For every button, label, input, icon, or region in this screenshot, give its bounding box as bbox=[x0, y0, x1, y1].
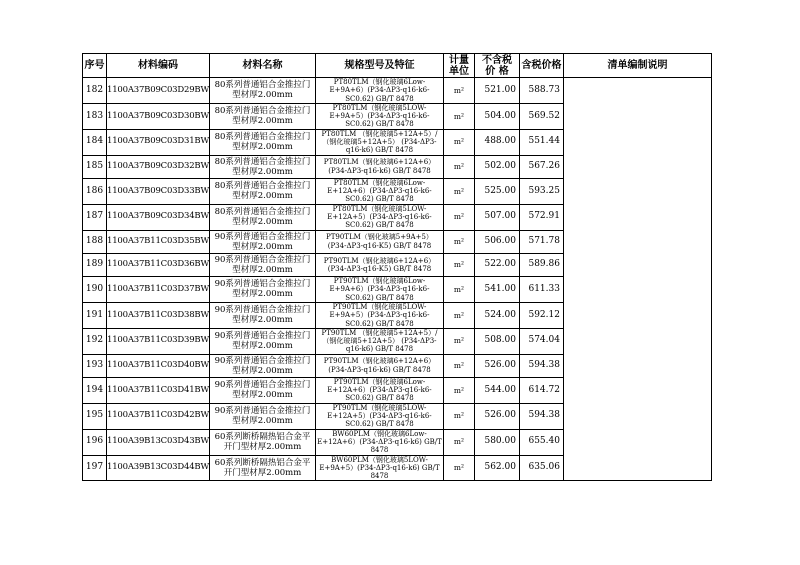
cell-seq: 192 bbox=[83, 328, 107, 354]
cell-material-name: 80系列普通铝合金推拉门型材厚2.00mm bbox=[209, 129, 315, 155]
cell-price-ex-tax: 521.00 bbox=[474, 78, 519, 104]
cell-seq: 197 bbox=[83, 455, 107, 481]
cell-seq: 186 bbox=[83, 178, 107, 204]
cell-price-inc-tax: 574.04 bbox=[519, 328, 563, 354]
cell-price-inc-tax: 594.38 bbox=[519, 354, 563, 377]
cell-material-code: 1100A37B11C03D35BW bbox=[107, 230, 210, 253]
cell-spec: PT80TLM（钢化玻璃6Low-E+12A+6）(P34-ΔP3-q16-k6-SC0.62) GB/T 8478 bbox=[315, 178, 443, 204]
cell-spec: PT80TLM （钢化玻璃5+12A+5）/（钢化玻璃5+12A+5） (P34-ΔP3-q16-k6) GB/T 8478 bbox=[315, 129, 443, 155]
cell-seq: 183 bbox=[83, 103, 107, 129]
cell-unit: m² bbox=[443, 230, 474, 253]
cell-material-code: 1100A37B11C03D41BW bbox=[107, 377, 210, 403]
header-unit bbox=[443, 54, 474, 78]
cell-seq: 185 bbox=[83, 155, 107, 178]
table-row bbox=[83, 78, 712, 104]
cell-price-inc-tax: 611.33 bbox=[519, 277, 563, 303]
cell-material-name: 80系列普通铝合金推拉门型材厚2.00mm bbox=[209, 78, 315, 104]
cell-price-inc-tax: 571.78 bbox=[519, 230, 563, 253]
cell-material-name: 90系列普通铝合金推拉门型材厚2.00mm bbox=[209, 230, 315, 253]
cell-price-inc-tax: 614.72 bbox=[519, 377, 563, 403]
cell-price-ex-tax: 507.00 bbox=[474, 204, 519, 230]
table-body bbox=[83, 78, 712, 481]
cell-material-name: 80系列普通铝合金推拉门型材厚2.00mm bbox=[209, 103, 315, 129]
cell-notes bbox=[563, 78, 711, 481]
cell-price-inc-tax: 569.52 bbox=[519, 103, 563, 129]
cell-spec: PT90TLM（钢化玻璃6Low-E+12A+6）(P34-ΔP3-q16-k6-SC0.62) GB/T 8478 bbox=[315, 377, 443, 403]
cell-seq: 187 bbox=[83, 204, 107, 230]
cell-material-name: 60系列断桥隔热铝合金平开门型材厚2.00mm bbox=[209, 429, 315, 455]
cell-seq: 182 bbox=[83, 78, 107, 104]
cell-material-name: 60系列断桥隔热铝合金平开门型材厚2.00mm bbox=[209, 455, 315, 481]
cell-price-ex-tax: 522.00 bbox=[474, 253, 519, 276]
cell-unit: m² bbox=[443, 403, 474, 429]
cell-price-ex-tax: 526.00 bbox=[474, 354, 519, 377]
cell-material-code: 1100A37B09C03D31BW bbox=[107, 129, 210, 155]
cell-material-code: 1100A39B13C03D43BW bbox=[107, 429, 210, 455]
cell-unit: m² bbox=[443, 354, 474, 377]
cell-spec: BW60PLM（钢化玻璃5LOW-E+9A+5）(P34-ΔP3-q16-k6) GB/T 8478 bbox=[315, 455, 443, 481]
cell-seq: 195 bbox=[83, 403, 107, 429]
cell-price-inc-tax: 551.44 bbox=[519, 129, 563, 155]
cell-spec: PT90TLM（钢化玻璃5LOW-E+12A+5）(P34-ΔP3-q16-k6-SC0.62) GB/T 8478 bbox=[315, 403, 443, 429]
header-name: 材料名称 bbox=[209, 54, 315, 78]
cell-spec: PT90TLM（钢化玻璃6+12A+6）(P34-ΔP3-q16-k6) GB/T 8478 bbox=[315, 354, 443, 377]
cell-price-ex-tax: 544.00 bbox=[474, 377, 519, 403]
cell-unit: m² bbox=[443, 78, 474, 104]
cell-price-inc-tax: 635.06 bbox=[519, 455, 563, 481]
cell-material-name: 90系列普通铝合金推拉门型材厚2.00mm bbox=[209, 253, 315, 276]
cell-unit: m² bbox=[443, 253, 474, 276]
cell-seq: 190 bbox=[83, 277, 107, 303]
cell-material-code: 1100A37B11C03D36BW bbox=[107, 253, 210, 276]
cell-price-ex-tax: 562.00 bbox=[474, 455, 519, 481]
cell-price-inc-tax: 589.86 bbox=[519, 253, 563, 276]
cell-price-ex-tax: 508.00 bbox=[474, 328, 519, 354]
cell-seq: 191 bbox=[83, 302, 107, 328]
cell-material-name: 90系列普通铝合金推拉门型材厚2.00mm bbox=[209, 354, 315, 377]
cell-price-ex-tax: 502.00 bbox=[474, 155, 519, 178]
cell-spec: PT90TLM（钢化玻璃6Low-E+9A+6）(P34-ΔP3-q16-k6-SC0.62) GB/T 8478 bbox=[315, 277, 443, 303]
cell-seq: 194 bbox=[83, 377, 107, 403]
cell-spec: PT80TLM（钢化玻璃6Low-E+9A+6）(P34-ΔP3-q16-k6-SC0.62) GB/T 8478 bbox=[315, 78, 443, 104]
cell-price-inc-tax: 588.73 bbox=[519, 78, 563, 104]
cell-spec: BW60PLM（钢化玻璃6Low-E+12A+6）(P34-ΔP3-q16-k6) GB/T 8478 bbox=[317, 429, 442, 455]
cell-unit: m² bbox=[443, 455, 474, 481]
cell-price-ex-tax: 524.00 bbox=[474, 302, 519, 328]
cell-spec: PT80TLM（钢化玻璃6+12A+6）(P34-ΔP3-q16-k6) GB/T 8478 bbox=[315, 155, 443, 178]
header-price-ex-line1: 不含税 bbox=[481, 54, 512, 66]
cell-price-inc-tax: 655.40 bbox=[519, 429, 563, 455]
cell-spec: PT90TLM （钢化玻璃5+12A+5）/（钢化玻璃5+12A+5） (P34-ΔP3-q16-k6) GB/T 8478 bbox=[315, 328, 443, 354]
cell-spec: PT90TLM（钢化玻璃6+12A+6）(P34-ΔP3-q16-K5) GB/T 8478 bbox=[315, 253, 443, 276]
cell-material-code: 1100A39B13C03D44BW bbox=[107, 455, 210, 481]
header-unit-line1: 计量 bbox=[448, 54, 469, 66]
cell-price-ex-tax: 541.00 bbox=[474, 277, 519, 303]
cell-unit: m² bbox=[443, 429, 474, 455]
header-code: 材料编码 bbox=[107, 54, 210, 78]
cell-seq: 196 bbox=[83, 429, 107, 455]
cell-material-name: 90系列普通铝合金推拉门型材厚2.00mm bbox=[209, 377, 315, 403]
cell-material-code: 1100A37B09C03D32BW bbox=[107, 155, 210, 178]
table-header-row bbox=[83, 54, 712, 78]
cell-seq: 189 bbox=[83, 253, 107, 276]
cell-unit: m² bbox=[443, 377, 474, 403]
cell-material-name: 80系列普通铝合金推拉门型材厚2.00mm bbox=[209, 155, 315, 178]
cell-price-inc-tax: 592.12 bbox=[519, 302, 563, 328]
cell-price-ex-tax: 504.00 bbox=[474, 103, 519, 129]
cell-material-code: 1100A37B11C03D38BW bbox=[107, 302, 210, 328]
cell-material-name: 80系列普通铝合金推拉门型材厚2.00mm bbox=[209, 178, 315, 204]
cell-spec: PT80TLM（钢化玻璃5LOW-E+12A+5）(P34-ΔP3-q16-k6-SC0.62) GB/T 8478 bbox=[315, 204, 443, 230]
cell-material-code: 1100A37B09C03D29BW bbox=[107, 78, 210, 104]
cell-material-code: 1100A37B11C03D37BW bbox=[107, 277, 210, 303]
cell-seq: 184 bbox=[83, 129, 107, 155]
cell-material-code: 1100A37B11C03D42BW bbox=[107, 403, 210, 429]
cell-price-inc-tax: 567.26 bbox=[519, 155, 563, 178]
header-notes: 清单编制说明 bbox=[563, 54, 711, 78]
cell-price-ex-tax: 506.00 bbox=[474, 230, 519, 253]
cell-material-code: 1100A37B09C03D30BW bbox=[107, 103, 210, 129]
cell-price-ex-tax: 526.00 bbox=[474, 403, 519, 429]
cell-material-name: 80系列普通铝合金推拉门型材厚2.00mm bbox=[209, 204, 315, 230]
cell-unit: m² bbox=[443, 328, 474, 354]
cell-material-name: 90系列普通铝合金推拉门型材厚2.00mm bbox=[209, 302, 315, 328]
cell-material-name: 90系列普通铝合金推拉门型材厚2.00mm bbox=[209, 277, 315, 303]
header-price-ex-tax bbox=[474, 54, 519, 78]
cell-price-ex-tax: 525.00 bbox=[474, 178, 519, 204]
cell-price-inc-tax: 593.25 bbox=[519, 178, 563, 204]
cell-spec: PT90TLM（钢化玻璃5+9A+5）(P34-ΔP3-q16-K5) GB/T 8478 bbox=[315, 230, 443, 253]
header-unit-line2: 单位 bbox=[448, 65, 469, 77]
cell-material-code: 1100A37B09C03D33BW bbox=[107, 178, 210, 204]
price-table bbox=[82, 53, 712, 481]
cell-price-inc-tax: 594.38 bbox=[519, 403, 563, 429]
cell-unit: m² bbox=[443, 155, 474, 178]
cell-unit: m² bbox=[443, 103, 474, 129]
cell-material-code: 1100A37B11C03D40BW bbox=[107, 354, 210, 377]
cell-price-inc-tax: 572.91 bbox=[519, 204, 563, 230]
cell-unit: m² bbox=[443, 277, 474, 303]
header-spec: 规格型号及特征 bbox=[315, 54, 443, 78]
header-price-inc-tax: 含税价格 bbox=[519, 54, 563, 78]
cell-material-code: 1100A37B11C03D39BW bbox=[107, 328, 210, 354]
cell-unit: m² bbox=[443, 178, 474, 204]
cell-seq: 188 bbox=[83, 230, 107, 253]
cell-spec: PT80TLM（钢化玻璃5LOW-E+9A+5）(P34-ΔP3-q16-k6-SC0.62) GB/T 8478 bbox=[315, 103, 443, 129]
cell-material-code: 1100A37B09C03D34BW bbox=[107, 204, 210, 230]
cell-spec: PT90TLM（钢化玻璃5LOW-E+9A+5）(P34-ΔP3-q16-k6-SC0.62) GB/T 8478 bbox=[315, 302, 443, 328]
cell-material-name: 90系列普通铝合金推拉门型材厚2.00mm bbox=[209, 328, 315, 354]
header-price-ex-line2: 价 格 bbox=[485, 65, 509, 77]
cell-material-name: 90系列普通铝合金推拉门型材厚2.00mm bbox=[209, 403, 315, 429]
cell-price-ex-tax: 580.00 bbox=[474, 429, 519, 455]
cell-price-ex-tax: 488.00 bbox=[474, 129, 519, 155]
header-seq: 序号 bbox=[83, 54, 107, 78]
cell-unit: m² bbox=[443, 204, 474, 230]
cell-seq: 193 bbox=[83, 354, 107, 377]
cell-unit: m² bbox=[443, 129, 474, 155]
cell-unit: m² bbox=[443, 302, 474, 328]
